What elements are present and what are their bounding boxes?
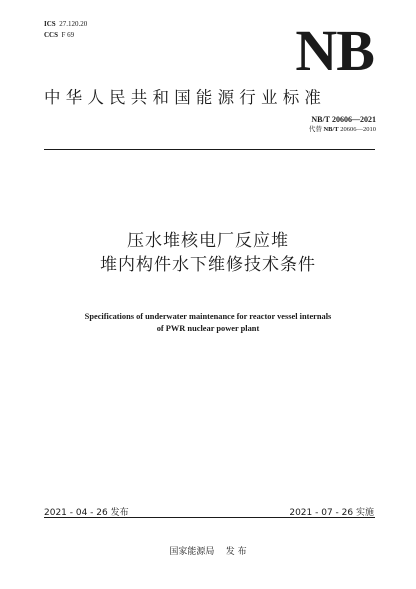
implementation-date-value: 2021 - 07 - 26 xyxy=(289,508,354,518)
english-title-line-2: of PWR nuclear power plant xyxy=(156,324,260,333)
publisher-action: 发 布 xyxy=(225,547,247,557)
chinese-title-line-1: 压水堆核电厂反应堆 xyxy=(127,231,289,251)
replaces-note xyxy=(309,126,376,134)
issue-date-label: 发布 xyxy=(110,508,129,518)
replaces-number: 20606—2010 xyxy=(340,126,376,133)
doc-number-value: 20606—2021 xyxy=(332,115,376,124)
replaces-prefix: NB/T xyxy=(323,126,339,133)
chinese-title-line-2: 堆内构件水下维修技术条件 xyxy=(100,255,316,275)
publisher xyxy=(0,544,416,557)
doc-number-prefix: NB/T xyxy=(311,115,330,124)
implementation-date-label: 实施 xyxy=(355,508,374,518)
top-divider xyxy=(44,149,375,150)
issue-date-value: 2021 - 04 - 26 xyxy=(44,508,108,518)
standard-type-heading: 中华人民共和国能源行业标准 xyxy=(44,88,327,107)
nb-logo: NB xyxy=(295,18,374,83)
chinese-title xyxy=(0,229,416,277)
ics-code xyxy=(44,19,87,30)
classification-codes xyxy=(44,19,87,41)
document-number xyxy=(311,115,376,125)
ccs-code xyxy=(44,30,87,41)
publisher-name: 国家能源局 xyxy=(169,547,215,557)
ics-label: ICS xyxy=(44,20,56,28)
replaces-label: 代替 xyxy=(308,126,322,133)
ics-value: 27.120.20 xyxy=(59,20,88,28)
ccs-label: CCS xyxy=(44,31,59,39)
english-title-line-1: Specifications of underwater maintenance for reactor vessel internals xyxy=(84,312,332,321)
bottom-divider xyxy=(44,517,375,518)
english-title xyxy=(0,311,416,335)
ccs-value: F 69 xyxy=(61,31,75,39)
